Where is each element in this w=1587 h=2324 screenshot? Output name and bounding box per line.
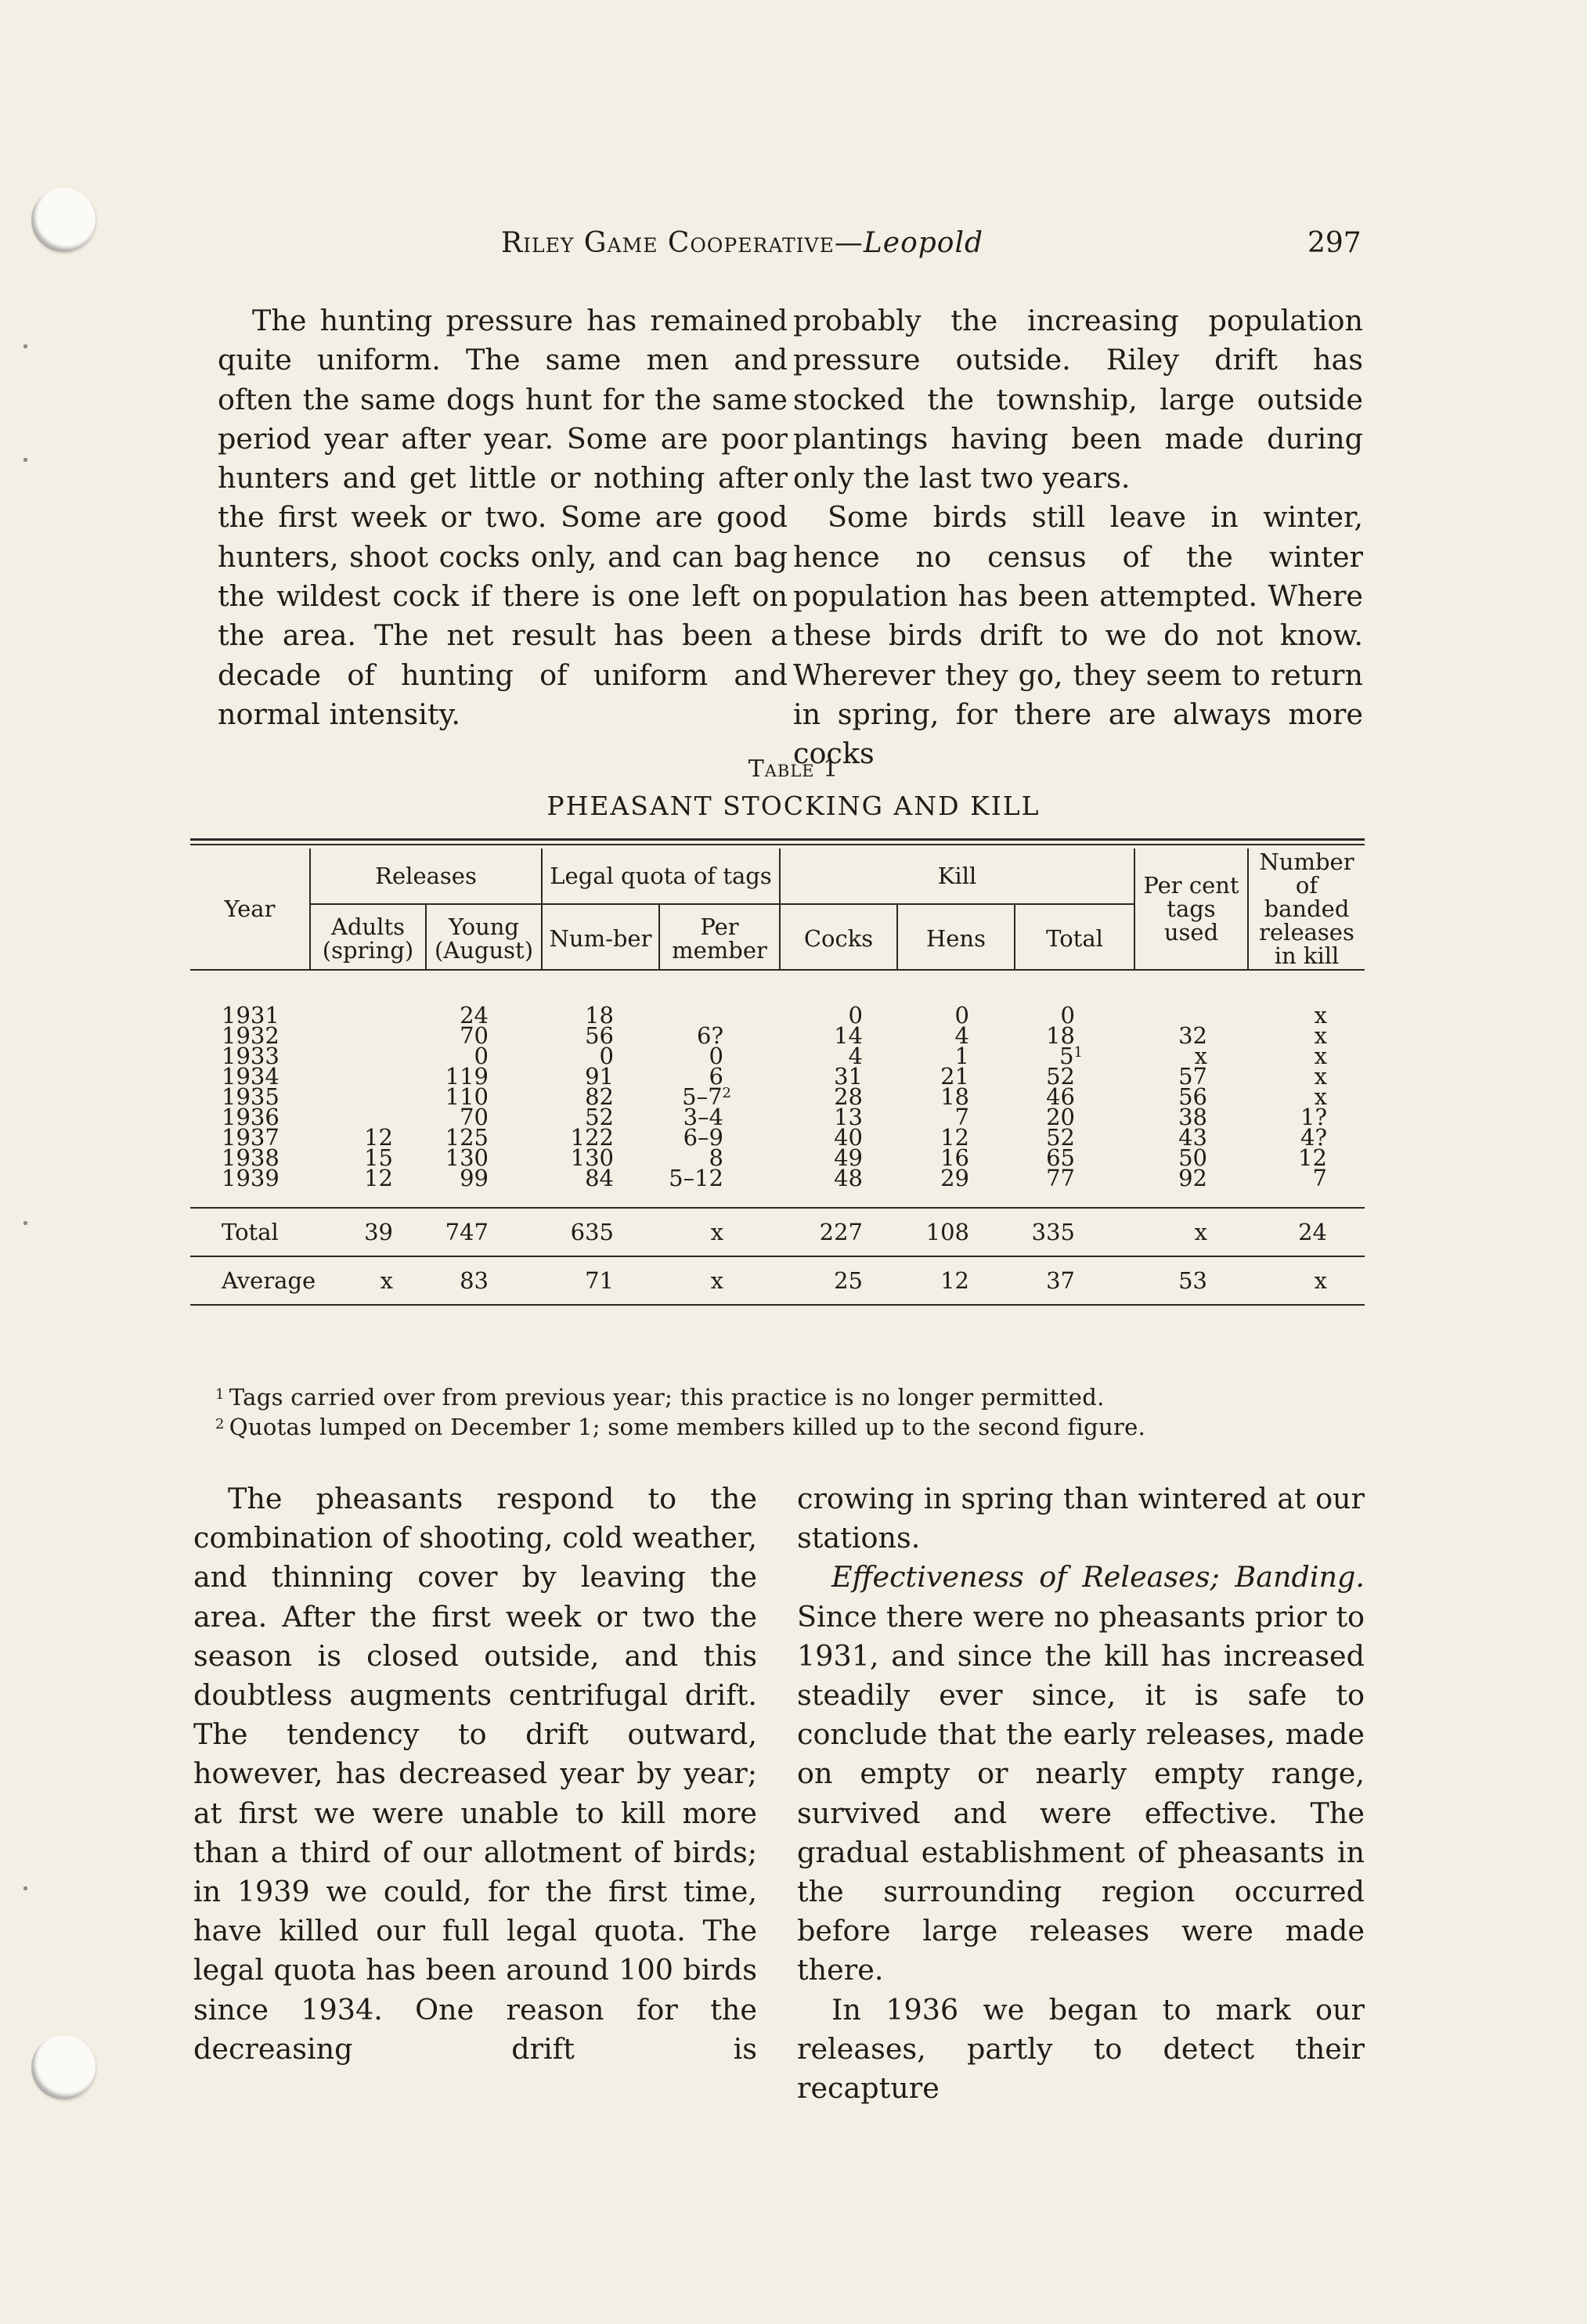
cell-cocks: 49 [834, 1144, 863, 1171]
footnote-mark: 1 [215, 1386, 225, 1403]
header-cocks: Cocks [780, 904, 897, 970]
header-year: Year [224, 895, 276, 922]
cell-banded: 1? [1300, 1104, 1327, 1130]
cell-pct [1134, 971, 1248, 1025]
header-per-cent-tags: Per cent tags used [1134, 849, 1248, 970]
page-number: 297 [1307, 227, 1362, 259]
pheasant-table [190, 849, 1365, 1306]
cell-banded: 24 [1248, 1208, 1365, 1256]
binder-hole-bottom [31, 2035, 96, 2099]
cell-young: 83 [426, 1256, 542, 1305]
cell-number: 635 [542, 1208, 659, 1256]
header-adults: Adults (spring) [310, 904, 426, 970]
cell-pct: 56 [1178, 1083, 1207, 1110]
table-title: PHEASANT STOCKING AND KILL [546, 791, 1041, 821]
cell-total: 20 [1046, 1104, 1075, 1130]
cell-pct: x [1194, 1043, 1207, 1069]
cell-cocks: 13 [834, 1104, 863, 1130]
running-head-dash: — [834, 227, 864, 259]
paragraph: The hunting pressure has remained quite uniform. The same men and often the same dogs hunt for the same period year after year. Some are poor hunters and get little or nothing after the first week or two. Some are good hunters, shoot cocks only, and can bag the wildest cock if there is one left on the area. The net result has been a decade of hunting of uniform and normal intensity. [218, 304, 788, 731]
header-hens: Hens [897, 904, 1015, 970]
table-row [190, 1025, 1365, 1046]
bottom-right-column [797, 1479, 1365, 2108]
running-head [501, 224, 983, 263]
cell-hens: 16 [940, 1144, 969, 1171]
cell-hens: 29 [940, 1165, 969, 1191]
cell-pct: 38 [1178, 1104, 1207, 1130]
top-right-column [793, 301, 1363, 774]
footnote [215, 1382, 1358, 1412]
paragraph: The pheasants respond to the combination of shooting, cold weather, and thinning cover by leaving the area. After the first week or two the season is closed outside, and this doubtless augments centrifugal drift. The tendency to drift outward, however, has decreased year by year; at first we were unable to kill more than a third of our allotment of birds; in 1939 we could, for the first time, have killed our full legal quota. The legal quota has been around 100 birds since 1934. One reason for the decreasing drift is [193, 1482, 757, 2066]
footnote-text: Quotas lumped on December 1; some members killed up to the second figure. [229, 1414, 1146, 1440]
cell-banded: x [1314, 1022, 1327, 1049]
cell-cocks: 48 [834, 1165, 863, 1191]
table-top-rule-2 [190, 844, 1365, 845]
cell-young: 747 [426, 1208, 542, 1256]
header-number: Num-ber [542, 904, 659, 970]
cell-total: 52 [1046, 1063, 1075, 1090]
cell-cocks: 25 [780, 1256, 897, 1305]
cell-per-member: 6? [697, 1022, 723, 1049]
table-caption: Table 1 [748, 755, 839, 783]
margin-mark [23, 1886, 27, 1890]
cell-hens: 12 [897, 1256, 1015, 1305]
cell-year: 1931 [222, 1002, 280, 1029]
paragraph [797, 1558, 1365, 1990]
cell-number: 122 [570, 1124, 614, 1151]
margin-mark [23, 1221, 27, 1225]
cell-year: 1938 [222, 1144, 280, 1171]
cell-adults: 15 [364, 1144, 393, 1171]
cell-year: 1935 [222, 1083, 280, 1110]
cell-banded: x [1314, 1002, 1327, 1029]
cell-total: 52 [1046, 1124, 1075, 1151]
cell-banded: x [1248, 1256, 1365, 1305]
cell-total: 46 [1046, 1083, 1075, 1110]
cell-pct: 32 [1178, 1022, 1207, 1049]
cell-number: 91 [585, 1063, 614, 1090]
cell-total: 65 [1046, 1144, 1075, 1171]
cell-adults: 39 [310, 1208, 426, 1256]
cell-number: 84 [585, 1165, 614, 1191]
cell-cocks: 28 [834, 1083, 863, 1110]
footnote [215, 1412, 1358, 1442]
cell-number: 82 [585, 1083, 614, 1110]
cell-adults: x [310, 1256, 426, 1305]
paragraph: crowing in spring than wintered at our stations. [797, 1482, 1365, 1555]
cell-cocks: 0 [848, 1002, 863, 1029]
cell-cocks: 14 [834, 1022, 863, 1049]
cell-pct: 53 [1134, 1256, 1248, 1305]
footnote-text: Tags carried over from previous year; this practice is no longer permitted. [229, 1384, 1105, 1411]
cell-pct: 50 [1178, 1144, 1207, 1171]
cell-per-member: 3–4 [683, 1104, 723, 1130]
cell-adults [310, 1025, 426, 1046]
margin-mark [23, 344, 27, 348]
table-row [190, 971, 1365, 1025]
cell-year: 1939 [222, 1165, 280, 1191]
cell-hens: 4 [954, 1022, 969, 1049]
cell-total: 18 [1046, 1022, 1075, 1049]
header-banded: Number of banded releases in kill [1248, 849, 1365, 970]
cell-year: 1937 [222, 1124, 280, 1151]
header-legal-quota: Legal quota of tags [542, 849, 780, 904]
paragraph: Some birds still leave in winter, hence no census of the winter population has been attempted. Where these birds drift to we do not know. Wherever they go, they seem to return in spring, for there are always more cocks [793, 500, 1363, 771]
total-row [190, 1208, 1365, 1256]
table-top-rule [190, 838, 1365, 841]
cell-hens: 108 [897, 1208, 1015, 1256]
cell-cocks: 227 [780, 1208, 897, 1256]
cell-pct: 43 [1178, 1124, 1207, 1151]
cell-young: 110 [445, 1083, 489, 1110]
cell-year: 1934 [222, 1063, 280, 1090]
cell-per-member: 0 [709, 1043, 723, 1069]
cell-year: 1932 [222, 1022, 280, 1049]
cell-per-member: 8 [709, 1144, 723, 1171]
cell-adults: 12 [364, 1165, 393, 1191]
bottom-left-column [193, 1479, 757, 2069]
cell-young: 130 [445, 1144, 489, 1171]
cell-per-member: x [659, 1256, 780, 1305]
paragraph: probably the increasing population pressure outside. Riley drift has stocked the township, large outside plantings having been made during only the last two years. [793, 304, 1363, 495]
cell-total-value: 5 [1059, 1043, 1074, 1069]
cell-young: 125 [445, 1124, 489, 1151]
cell-banded: x [1314, 1083, 1327, 1110]
cell-per-member: x [659, 1208, 780, 1256]
cell-per-member: 5–12 [669, 1165, 723, 1191]
cell-number: 0 [599, 1043, 614, 1069]
average-row [190, 1256, 1365, 1305]
header-per-member: Per member [659, 904, 780, 970]
running-head-title: Riley Game Cooperative [501, 227, 835, 259]
header-releases: Releases [310, 849, 542, 904]
running-head-author: Leopold [863, 227, 984, 259]
table-footnotes [215, 1382, 1358, 1442]
section-text: Since there were no pheasants prior to 1931, and since the kill has increased steadily ever since, it is safe to conclude that the early releases, made on empty or nearly empty range, survived and were effective. The gradual establishment of pheasants in the surrounding region occurred before large releases were made there. [797, 1599, 1365, 1987]
cell-pct: 57 [1178, 1063, 1207, 1090]
cell-cocks: 31 [834, 1063, 863, 1090]
cell-number: 56 [585, 1022, 614, 1049]
cell-pct: 92 [1178, 1165, 1207, 1191]
cell-adults [310, 1086, 426, 1107]
cell-per-member [659, 971, 780, 1025]
footnote-ref: 1 [1073, 1044, 1083, 1061]
cell-year: 1936 [222, 1104, 280, 1130]
cell-label: Average [190, 1256, 310, 1305]
cell-pct: x [1134, 1208, 1248, 1256]
cell-adults [310, 1046, 426, 1066]
cell-young: 70 [460, 1022, 489, 1049]
cell-cocks: 40 [834, 1124, 863, 1151]
cell-adults [310, 971, 426, 1025]
cell-banded: 7 [1312, 1165, 1327, 1191]
cell-adults [310, 1066, 426, 1086]
cell-banded: x [1314, 1043, 1327, 1069]
cell-per-member: 6 [709, 1063, 723, 1090]
cell-number: 52 [585, 1104, 614, 1130]
margin-mark [23, 458, 27, 462]
cell-young: 0 [474, 1043, 489, 1069]
cell-hens: 12 [940, 1124, 969, 1151]
cell-young: 99 [460, 1165, 489, 1191]
cell-number: 130 [570, 1144, 614, 1171]
cell-adults: 12 [364, 1124, 393, 1151]
footnote-mark: 2 [215, 1416, 225, 1432]
cell-hens: 18 [940, 1083, 969, 1110]
running-header [0, 224, 1587, 263]
cell-young: 24 [460, 1002, 489, 1029]
section-heading: Effectiveness of Releases; Banding. [831, 1560, 1365, 1594]
cell-per-member-value: 5–7 [682, 1083, 723, 1110]
cell-total: 77 [1046, 1165, 1075, 1191]
cell-hens: 21 [940, 1063, 969, 1090]
cell-cocks: 4 [848, 1043, 863, 1069]
cell-young: 70 [460, 1104, 489, 1130]
cell-number: 18 [585, 1002, 614, 1029]
cell-banded: x [1314, 1063, 1327, 1090]
header-young: Young (August) [426, 904, 542, 970]
header-kill: Kill [780, 849, 1134, 904]
top-left-column [218, 301, 788, 734]
cell-per-member: 6–9 [683, 1124, 723, 1151]
paragraph: In 1936 we began to mark our releases, partly to detect their recapture [797, 1992, 1365, 2106]
cell-total: 335 [1015, 1208, 1134, 1256]
cell-young: 119 [445, 1063, 489, 1090]
footnote-ref: 2 [722, 1085, 731, 1101]
header-total: Total [1015, 904, 1134, 970]
cell-banded: 4? [1300, 1124, 1327, 1151]
table-row [190, 1168, 1365, 1208]
cell-number: 71 [542, 1256, 659, 1305]
cell-total: 37 [1015, 1256, 1134, 1305]
cell-banded: 12 [1298, 1144, 1327, 1171]
cell-hens: 1 [954, 1043, 969, 1069]
cell-year: 1933 [222, 1043, 280, 1069]
cell-total: 0 [1060, 1002, 1075, 1029]
cell-hens: 7 [954, 1104, 969, 1130]
cell-hens: 0 [954, 1002, 969, 1029]
cell-label: Total [190, 1208, 310, 1256]
